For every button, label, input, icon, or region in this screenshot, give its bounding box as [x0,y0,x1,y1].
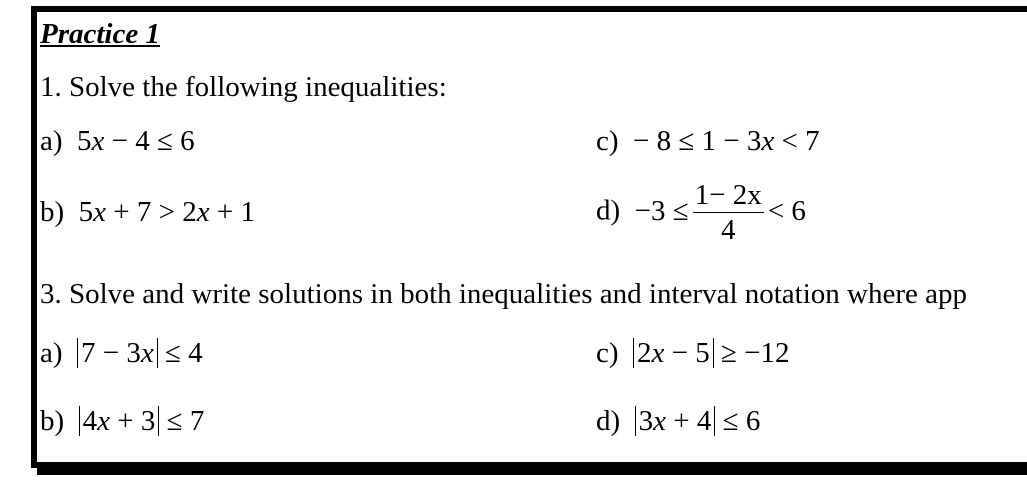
question-3-heading: 3. Solve and write solutions in both inequalities and interval notation where app [40,278,968,310]
q1-c-expression: − 8 ≤ 1 − 3x < 7 [625,125,820,157]
q3-c-label: c) [596,337,619,369]
q3-c-expression: 2x − 5 ≥ −12 [626,337,790,369]
q3-a-label: a) [40,337,63,369]
q1-item-c [596,127,820,156]
q3-item-b [40,406,204,436]
fraction-numerator: 1− 2x [694,179,762,211]
q1-a-label: a) [40,125,63,157]
q1-d-label: d) [596,194,621,227]
q1-c-label: c) [596,125,619,157]
q3-b-expression: 4x + 3 ≤ 7 [71,405,204,437]
q1-b-expression: 5x + 7 > 2x + 1 [71,196,255,228]
page-title: Practice 1 [40,18,160,50]
q1-a-expression: 5x − 4 ≤ 6 [69,125,195,157]
q3-a-expression: 7 − 3x ≤ 4 [70,337,203,369]
q3-item-d [596,406,760,436]
q3-item-a [40,338,203,368]
q3-item-c [596,338,790,368]
box-shadow [37,466,1027,475]
q3-d-label: d) [596,405,621,437]
q3-b-label: b) [40,405,65,437]
fraction [693,181,764,245]
fraction-denominator: 4 [721,214,736,246]
q1-item-b [40,198,255,227]
q3-d-expression: 3x + 4 ≤ 6 [627,405,760,437]
q1-item-a [40,127,195,156]
q1-b-label: b) [40,196,65,228]
q1-item-d [596,181,806,245]
question-1-heading: 1. Solve the following inequalities: [40,71,447,103]
q1-d-expression: −3 ≤ $\frac{1- 2x}{4}$ < 6 [627,179,806,246]
